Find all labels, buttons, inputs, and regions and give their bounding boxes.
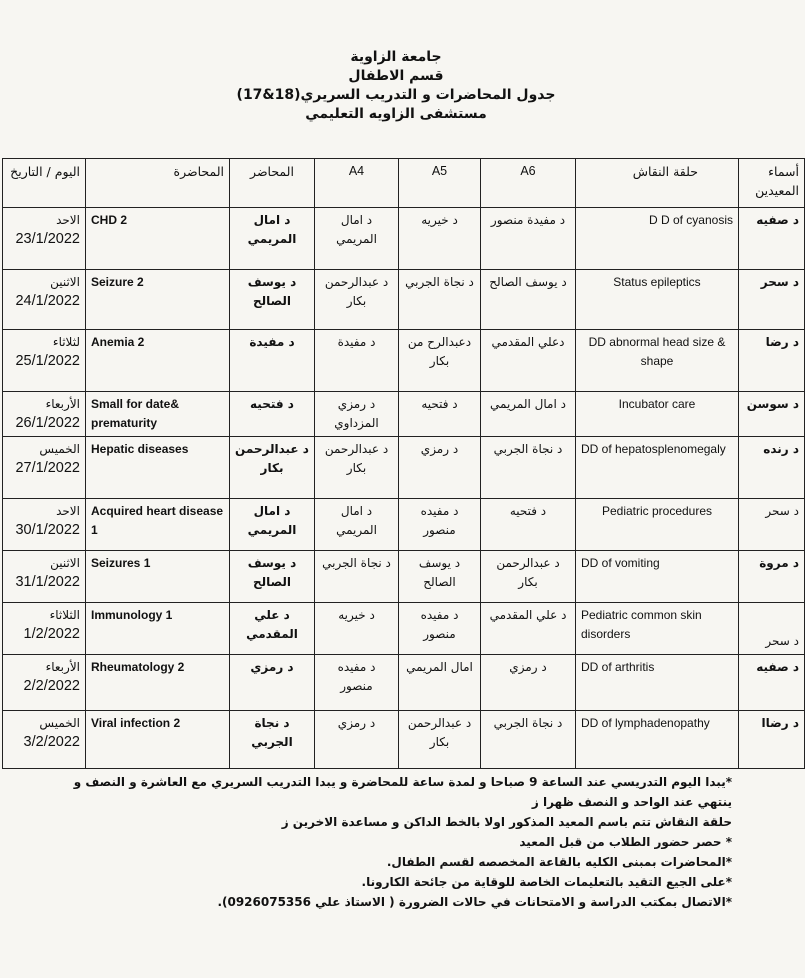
row-day: الأربعاء	[45, 660, 80, 674]
row-day: الاحد	[56, 504, 80, 518]
row-discussion: Incubator care	[576, 392, 739, 437]
note-discussion: حلقة النقاش تتم باسم المعيد المذكور اولا بالخط الداكن و مساعدة الاخرين ز	[281, 815, 732, 829]
row-date: 26/1/2022	[15, 415, 80, 431]
row-tutor: د مروة	[739, 551, 805, 603]
row-date: 23/1/2022	[15, 231, 80, 247]
row-lecture: Seizures 1	[86, 551, 230, 603]
table-row	[3, 499, 805, 551]
row-a5: د مفيده منصور	[399, 499, 481, 551]
hospital-name: مستشفى الزاويه التعليمي	[305, 106, 487, 122]
row-lecture: CHD 2	[86, 208, 230, 270]
row-a6: د يوسف الصالح	[481, 270, 576, 330]
row-lecturer: د امال المريمي	[230, 499, 315, 551]
row-a6: د نجاة الجربي	[481, 437, 576, 499]
row-discussion: DD of lymphadenopathy	[576, 711, 739, 769]
row-day: لثلاثاء	[52, 335, 80, 349]
row-tutor: د رضاا	[739, 711, 805, 769]
row-tutor: د سحر	[739, 270, 805, 330]
row-discussion: D D of cyanosis	[576, 208, 739, 270]
row-date: 2/2/2022	[23, 678, 80, 694]
row-lecture: Immunology 1	[86, 603, 230, 655]
table-row	[3, 437, 805, 499]
row-lecture: Viral infection 2	[86, 711, 230, 769]
table-row	[3, 208, 805, 270]
row-discussion: Pediatric common skin disorders	[576, 603, 739, 655]
header-a5: A5	[399, 159, 481, 208]
row-a5: د رمزي	[399, 437, 481, 499]
row-discussion: DD of arthritis	[576, 655, 739, 711]
note-schedule-times: *يبدا اليوم التدريسي عند الساعة 9 صباحا و لمدة ساعة للمحاضرة و يبدا التدريب السريري مع العاشرة و النصف و ينتهي عند الواحد و النصف ظهرا ز	[73, 775, 732, 809]
row-lecture: Rheumatology 2	[86, 655, 230, 711]
row-lecture: Small for date& prematurity	[86, 392, 230, 437]
row-a6: د امال المريمي	[481, 392, 576, 437]
note-covid: *على الجيع التقيد بالتعليمات الخاصة للوقاية من جائحة الكارونا.	[361, 875, 732, 889]
row-lecturer: د مفيدة	[230, 330, 315, 392]
row-a5: د يوسف الصالح	[399, 551, 481, 603]
row-day: الأربعاء	[45, 397, 80, 411]
row-tutor: د سحر	[739, 499, 805, 551]
row-tutor: د رنده	[739, 437, 805, 499]
row-a6: د مفيدة منصور	[481, 208, 576, 270]
row-date: 1/2/2022	[23, 626, 80, 642]
row-lecturer: د يوسف الصالح	[230, 270, 315, 330]
row-tutor: د صفيه	[739, 655, 805, 711]
header-a6: A6	[481, 159, 576, 208]
row-day: الخميس	[39, 716, 80, 730]
row-date: 31/1/2022	[15, 574, 80, 590]
row-tutor: د رضا	[739, 330, 805, 392]
row-date: 25/1/2022	[15, 353, 80, 369]
row-lecturer: د فتحيه	[230, 392, 315, 437]
row-date: 24/1/2022	[15, 293, 80, 309]
row-a4: د مفيده منصور	[315, 655, 399, 711]
schedule-title: جدول المحاضرات و التدريب السريري(18&17)	[236, 87, 556, 103]
row-a4: د عبدالرحمن بكار	[315, 437, 399, 499]
department-name: قسم الاطفال	[348, 68, 444, 84]
row-lecturer: د امال المريمي	[230, 208, 315, 270]
table-row	[3, 603, 805, 655]
row-a5: د فتحيه	[399, 392, 481, 437]
row-discussion: DD abnormal head size & shape	[576, 330, 739, 392]
row-date: 27/1/2022	[15, 460, 80, 476]
table-row	[3, 270, 805, 330]
row-a4: د امال المريمي	[315, 208, 399, 270]
table-header-row	[3, 159, 805, 208]
header-discussion: حلقة النقاش	[576, 159, 739, 208]
row-discussion: Status epileptics	[576, 270, 739, 330]
header-tutors: أسماء المعيدين	[739, 159, 805, 208]
row-lecturer: د علي المقدمي	[230, 603, 315, 655]
header-a4: A4	[315, 159, 399, 208]
row-lecturer: د رمزي	[230, 655, 315, 711]
note-attendance: * حصر حضور الطلاب من قبل المعيد	[519, 835, 732, 849]
note-lecture-location: *المحاضرات بمبنى الكليه بالقاعة المخصصه لقسم الطفال.	[386, 855, 732, 869]
row-day: الاثنين	[50, 275, 80, 289]
row-a4: د مفيدة	[315, 330, 399, 392]
row-a4: د نجاة الجربي	[315, 551, 399, 603]
row-a4: د رمزي المزداوي	[315, 392, 399, 437]
row-discussion: Pediatric procedures	[576, 499, 739, 551]
row-day: الخميس	[39, 442, 80, 456]
table-row	[3, 392, 805, 437]
row-a6: دعلي المقدمي	[481, 330, 576, 392]
header-lecture: المحاضرة	[86, 159, 230, 208]
row-a6: د علي المقدمي	[481, 603, 576, 655]
row-a4: د خيريه	[315, 603, 399, 655]
row-lecturer: د عبدالرحمن بكار	[230, 437, 315, 499]
row-a5: د نجاة الجربي	[399, 270, 481, 330]
row-a6: د فتحيه	[481, 499, 576, 551]
table-row	[3, 655, 805, 711]
row-tutor: د سحر	[739, 603, 805, 655]
university-name: جامعة الزاوية	[350, 49, 442, 65]
row-day: الاحد	[56, 213, 80, 227]
row-discussion: DD of vomiting	[576, 551, 739, 603]
row-a5: د عبدالرحمن بكار	[399, 711, 481, 769]
notes-section	[40, 772, 732, 912]
header-day-date: اليوم / التاريخ	[3, 159, 86, 208]
schedule-table	[2, 158, 805, 769]
row-tutor: د سوسن	[739, 392, 805, 437]
row-lecturer: د يوسف الصالح	[230, 551, 315, 603]
row-date: 30/1/2022	[15, 522, 80, 538]
header-lecturer: المحاضر	[230, 159, 315, 208]
row-a4: د عبدالرحمن بكار	[315, 270, 399, 330]
row-a6: د رمزي	[481, 655, 576, 711]
row-a6: د نجاة الجربي	[481, 711, 576, 769]
table-row	[3, 711, 805, 769]
row-day: الثلاثاء	[49, 608, 80, 622]
table-row	[3, 330, 805, 392]
row-a4: د رمزي	[315, 711, 399, 769]
row-lecture: Acquired heart disease 1	[86, 499, 230, 551]
row-lecture: Anemia 2	[86, 330, 230, 392]
row-a5: د مفيده منصور	[399, 603, 481, 655]
row-a5: د خيريه	[399, 208, 481, 270]
row-date: 3/2/2022	[23, 734, 80, 750]
row-lecturer: د نجاة الجربي	[230, 711, 315, 769]
row-a5: دعبدالرح من بكار	[399, 330, 481, 392]
row-a5: امال المريمي	[399, 655, 481, 711]
row-a4: د امال المريمي	[315, 499, 399, 551]
row-a6: د عبدالرحمن بكار	[481, 551, 576, 603]
row-lecture: Hepatic diseases	[86, 437, 230, 499]
row-day: الاثنين	[50, 556, 80, 570]
row-lecture: Seizure 2	[86, 270, 230, 330]
row-tutor: د صفيه	[739, 208, 805, 270]
row-discussion: DD of hepatosplenomegaly	[576, 437, 739, 499]
note-contact: *الاتصال بمكتب الدراسة و الامتحانات في حالات الضرورة ( الاستاذ علي 0926075356).	[217, 895, 732, 909]
table-row	[3, 551, 805, 603]
document-header	[0, 48, 792, 124]
